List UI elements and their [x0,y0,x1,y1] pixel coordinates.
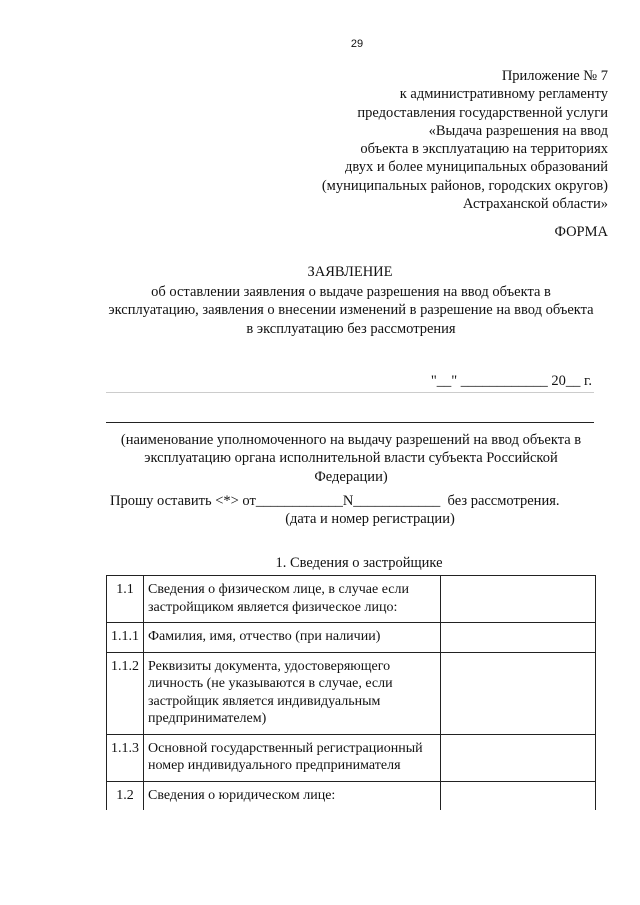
document-title: ЗАЯВЛЕНИЕ [307,264,393,280]
row-value-cell [441,623,596,653]
appendix-line: двух и более муниципальных образований [345,159,608,176]
request-caption: (дата и номер регистрации) [285,511,455,527]
applicant-info-table [106,575,596,810]
row-label: Сведения о юридическом лице: [144,781,441,810]
row-label: Фамилия, имя, отчество (при наличии) [144,623,441,653]
appendix-header [268,67,608,213]
appendix-line: к административному регламенту [399,86,608,103]
form-label: ФОРМА [554,224,608,240]
appendix-line: Приложение № 7 [501,68,608,84]
appendix-line: (муниципальных районов, городских округов) [321,177,608,194]
appendix-line: объекта в эксплуатацию на территориях [360,141,608,158]
authority-name-line [106,422,594,423]
page-number: 29 [350,38,364,50]
table-row [107,623,596,653]
document-subtitle: об оставлении заявления о выдаче разрешения на ввод объекта в эксплуатацию, заявления о внесении изменений в разрешение на ввод объекта в эксплуатацию без рассмотрения [108,284,594,337]
appendix-line: предоставления государственной услуги [357,104,608,121]
appendix-line: «Выдача разрешения на ввод [428,122,608,139]
table-row [107,576,596,623]
divider-line [106,392,594,393]
table-row [107,734,596,781]
row-number: 1.1.1 [107,623,144,653]
row-number: 1.2 [107,781,144,810]
row-number: 1.1.2 [107,652,144,734]
row-label: Основной государственный регистрационный номер индивидуального предпринимателя [144,734,441,781]
row-value-cell [441,734,596,781]
row-value-cell [441,576,596,623]
table-row [107,781,596,810]
section-title: 1. Сведения о застройщике [275,555,443,571]
table-row [107,652,596,734]
date-line: "__" ____________ 20__ г. [430,373,592,389]
row-label: Реквизиты документа, удостоверяющего личность (не указываются в случае, если застройщик является индивидуальным предпринимателем) [144,652,441,734]
request-statement: Прошу оставить <*> от____________N____________ без рассмотрения. [110,493,560,509]
row-number: 1.1 [107,576,144,623]
row-value-cell [441,652,596,734]
authority-name-caption: (наименование уполномоченного на выдачу разрешений на ввод объекта в эксплуатацию органа исполнительной власти субъекта Российской Федерации) [120,432,582,485]
row-number: 1.1.3 [107,734,144,781]
row-value-cell [441,781,596,810]
row-label: Сведения о физическом лице, в случае если застройщиком является физическое лицо: [144,576,441,623]
appendix-line: Астраханской области» [462,196,608,213]
